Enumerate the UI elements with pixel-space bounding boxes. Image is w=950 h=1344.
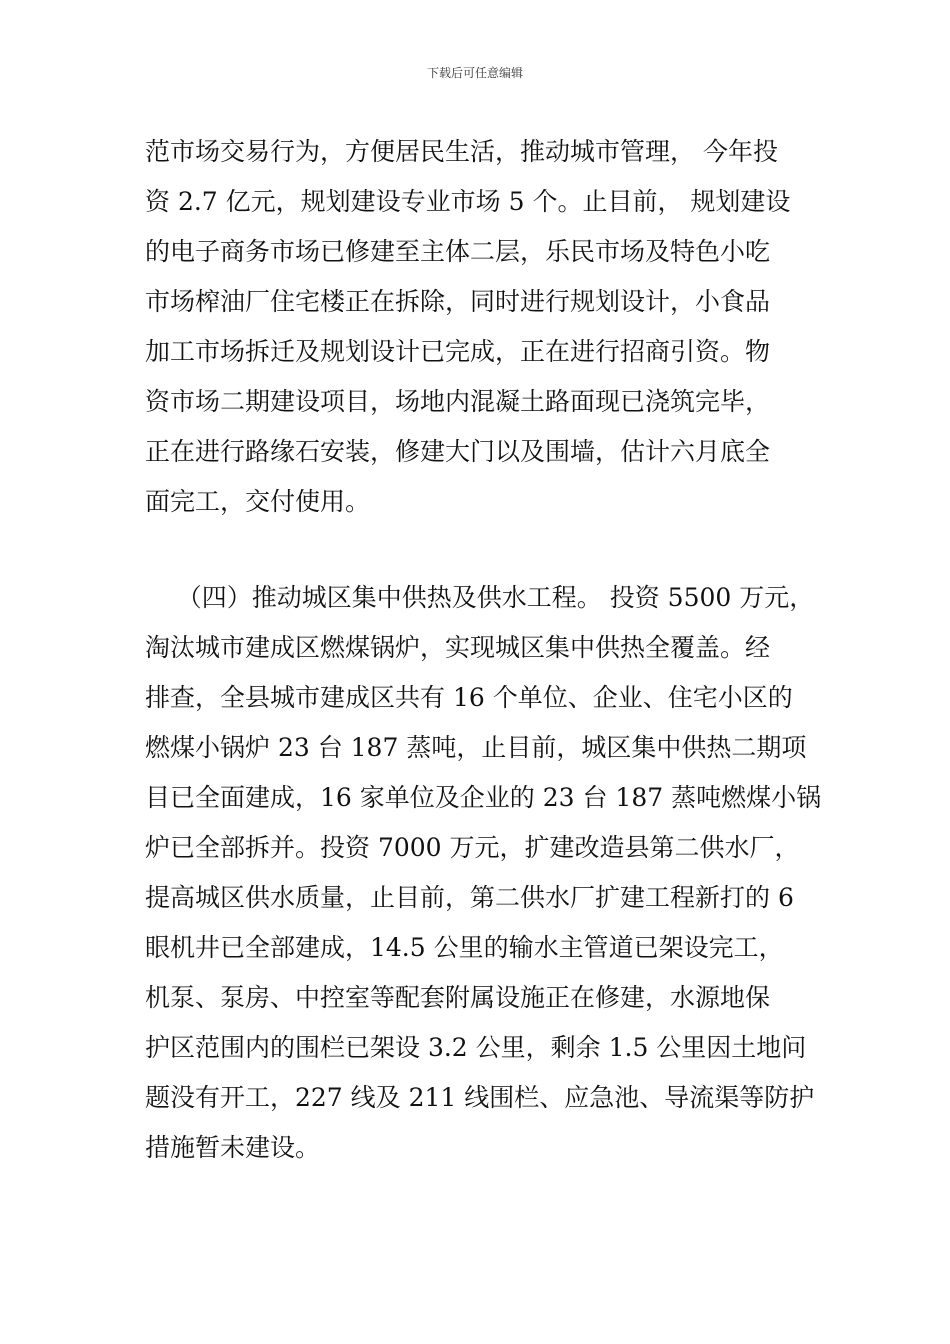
text-line: 淘汰城市建成区燃煤锅炉，实现城区集中供热全覆盖。经 [145,633,771,662]
text-line: 范市场交易行为，方便居民生活，推动城市管理， 今年投 [145,137,778,166]
text-line: 资 2.7 亿元，规划建设专业市场 5 个。止目前， 规划建设 [145,187,791,216]
text-line: 面完工，交付使用。 [145,487,371,516]
text-line: 排查，全县城市建成区共有 16 个单位、企业、住宅小区的 [145,683,793,712]
page-header: 下载后可任意编辑 [426,66,523,80]
text-line: 护区范围内的围栏已架设 3.2 公里，剩余 1.5 公里因土地问 [145,1033,807,1062]
paragraph-heating-water-supply [145,573,825,1173]
text-line: 题没有开工，227 线及 211 线围栏、应急池、导流渠等防护 [145,1083,815,1112]
text-line: 炉已全部拆并。投资 7000 万元，扩建改造县第二供水厂， [145,833,800,862]
text-line: 机泵、泵房、中控室等配套附属设施正在修建，水源地保 [145,983,771,1012]
text-line: 提高城区供水质量，止目前，第二供水厂扩建工程新打的 6 [145,883,794,912]
text-line: 措施暂未建设。 [145,1133,321,1162]
text-line: 的电子商务市场已修建至主体二层，乐民市场及特色小吃 [145,237,771,266]
text-line: 正在进行路缘石安装，修建大门以及围墙，估计六月底全 [145,437,771,466]
paragraph-market-construction [145,127,825,527]
text-line: 市场榨油厂住宅楼正在拆除，同时进行规划设计，小食品 [145,287,771,316]
text-line: （四）推动城区集中供热及供水工程。 投资 5500 万元， [145,583,815,612]
text-line: 眼机井已全部建成，14.5 公里的输水主管道已架设完工， [145,933,784,962]
text-line: 目已全面建成，16 家单位及企业的 23 台 187 蒸吨燃煤小锅 [145,783,822,812]
text-line: 燃煤小锅炉 23 台 187 蒸吨，止目前，城区集中供热二期项 [145,733,807,762]
text-line: 加工市场拆迁及规划设计已完成，正在进行招商引资。物 [145,337,771,366]
text-line: 资市场二期建设项目，场地内混凝土路面现已浇筑完毕， [145,387,771,416]
